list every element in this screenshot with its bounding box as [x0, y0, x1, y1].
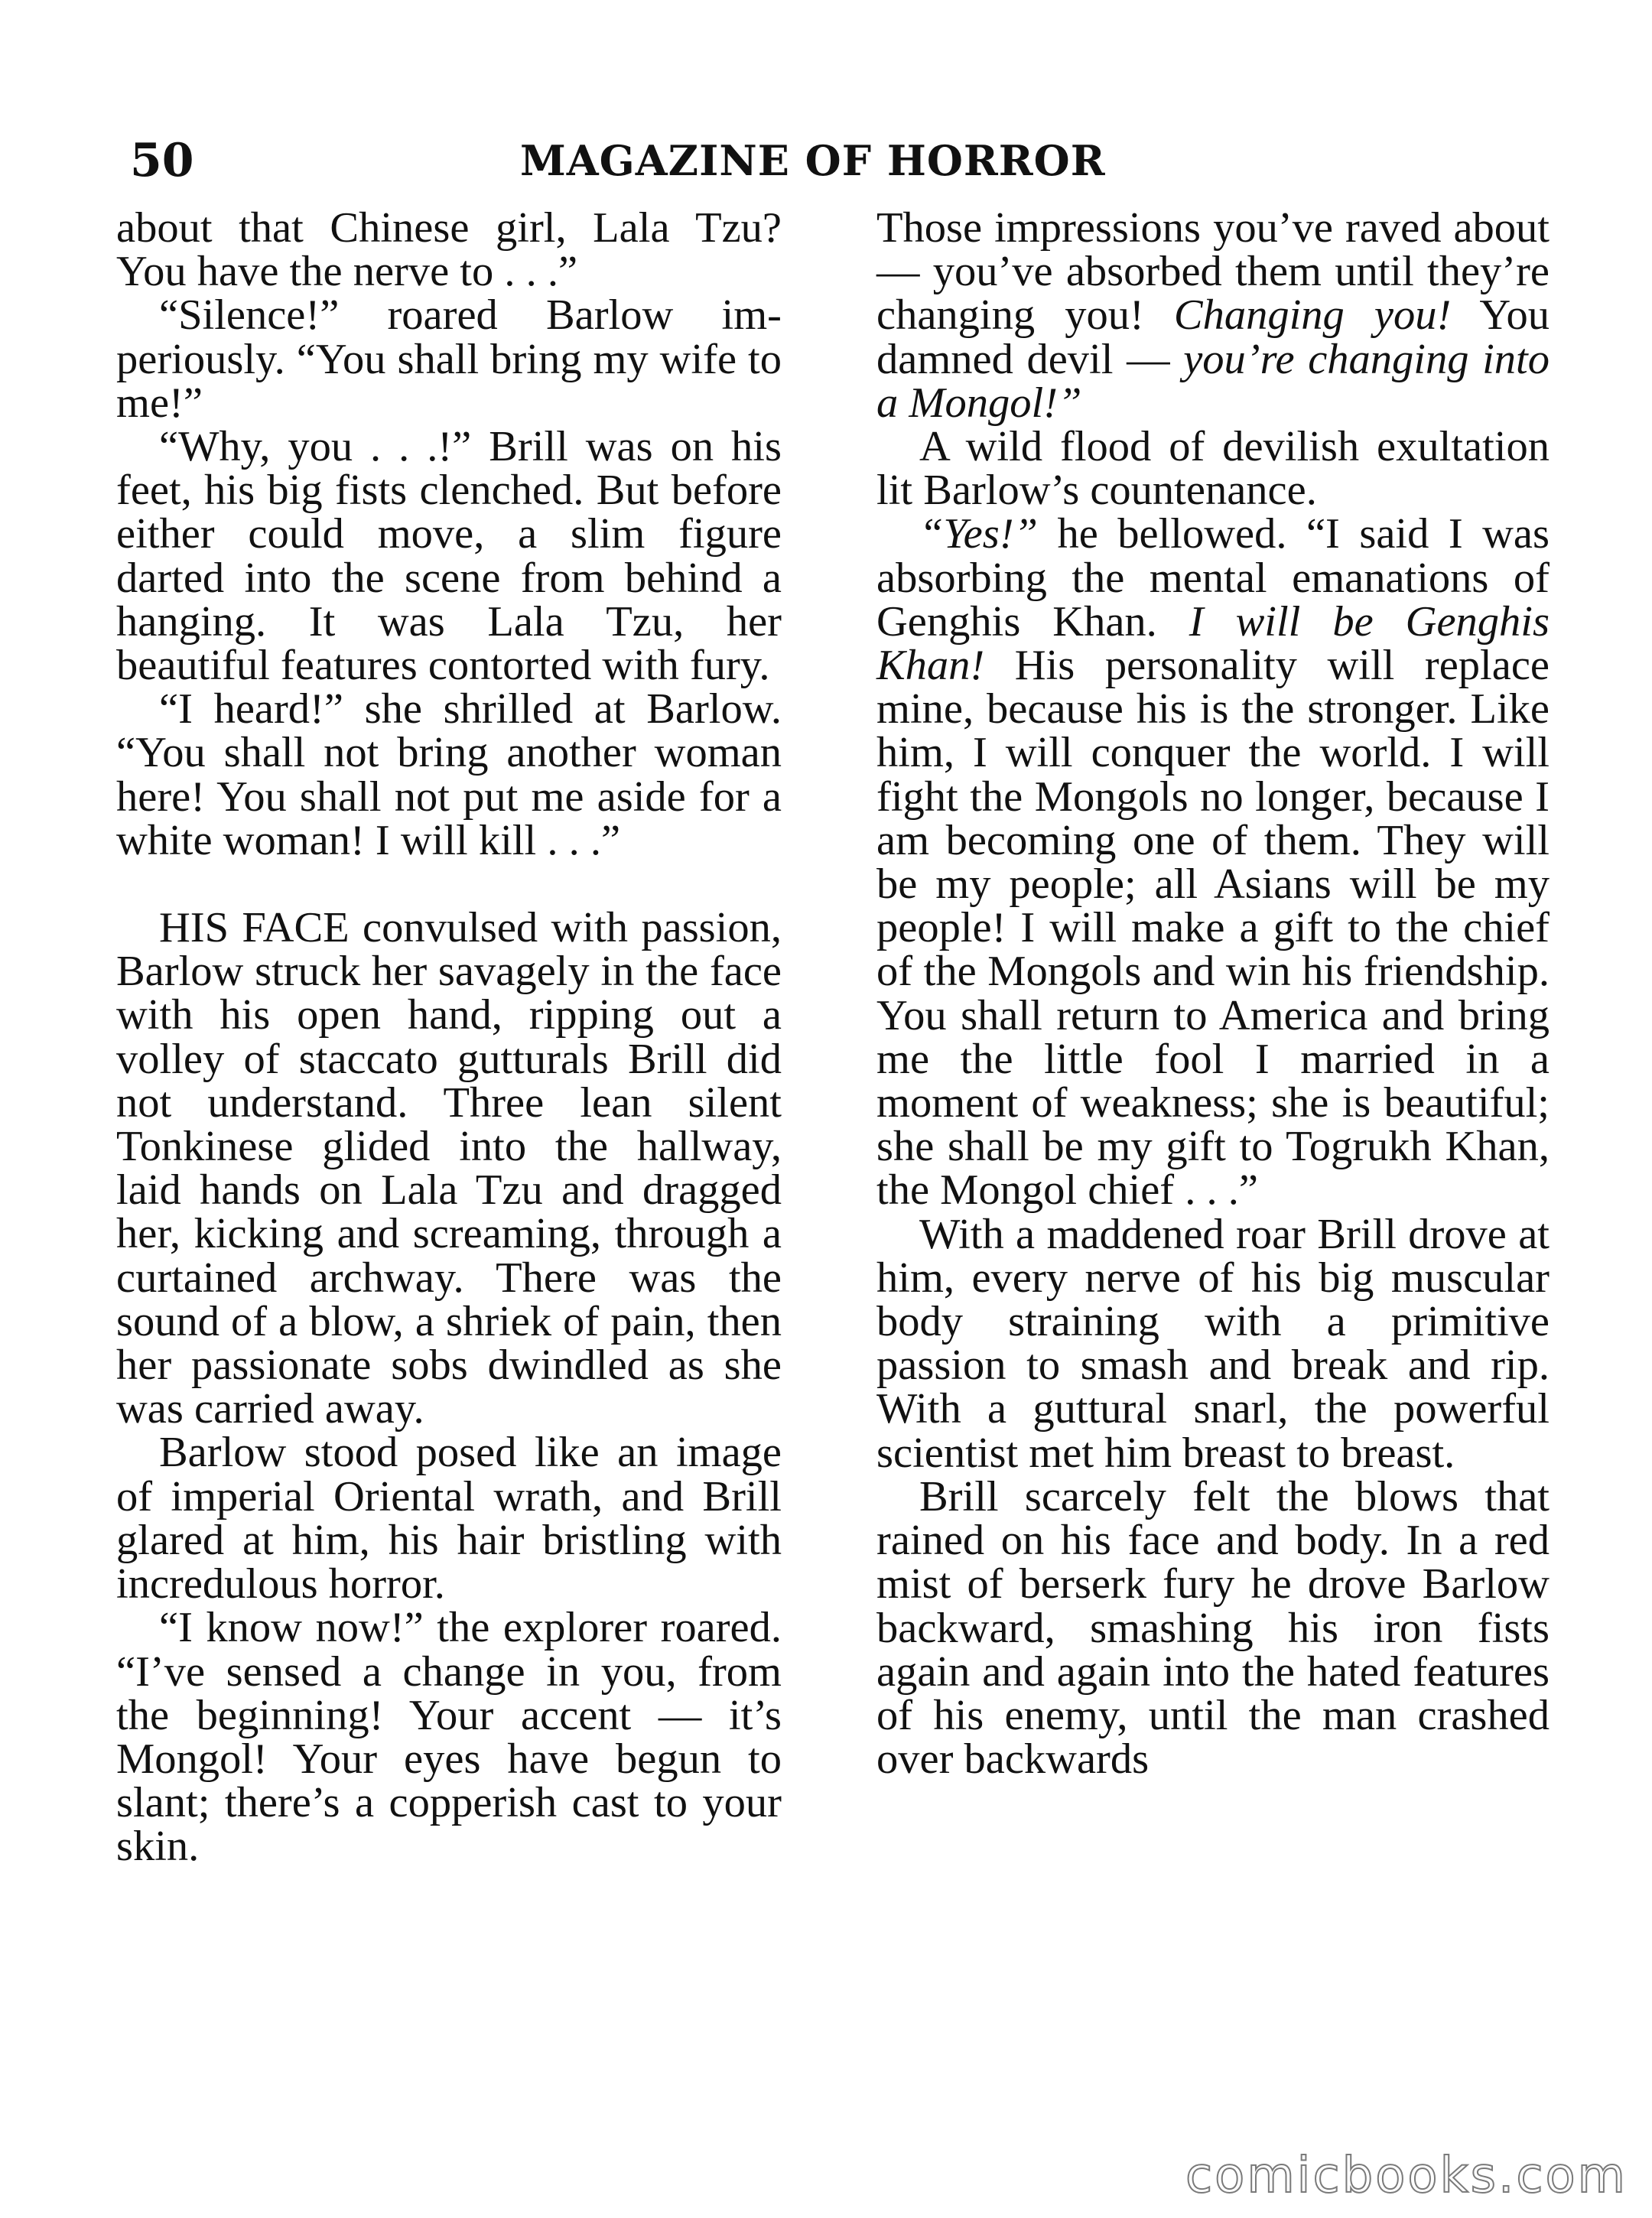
paragraph — [876, 204, 1550, 427]
italic-text: Changing you! — [1173, 291, 1452, 340]
running-title: MAGAZINE OF HORROR — [520, 136, 1106, 185]
right-column — [876, 204, 1550, 1784]
text-run: His personality will replace mine, because his is the stronger. Like him, I will conquer the world. I will fight the Mongols no longer, because I am becoming one of them. They will be my people; all Asians will be my people! I will make a gift to the chief of the Mongols and win his friendship. You shall return to America and bring me the little fool I married in a moment of weakness; she is beautiful; she shall be my gift to Togrukh Khan, the Mongol chief . . .” — [876, 642, 1550, 1215]
page-header — [130, 130, 1545, 191]
text-run: Those impressions you’ve raved about — you’ve absorbed them until they’re changing you! — [876, 204, 1550, 340]
paragraph: “I know now!” the explorer roared. “I’ve sensed a change in you, from the beginning! Your accent — it’s Mongol! Your eyes have begun to slant; there’s a copperish cast to your skin. — [116, 1604, 782, 1871]
watermark: comicbooks.com — [1185, 2148, 1628, 2204]
page-number: 50 — [130, 134, 194, 187]
paragraph: “Silence!” roared Barlow imperiously. “You shall bring my wife to me!” — [116, 291, 782, 427]
paragraph: A wild flood of devilish exultation lit Barlow’s countenance. — [876, 423, 1550, 515]
paragraph — [876, 510, 1550, 1215]
paragraph: “I heard!” she shrilled at Barlow. “You shall not bring another woman here! You shall not put me aside for a white woman! I will kill . . .” — [116, 685, 782, 864]
paragraph: Brill scarcely felt the blows that rained on his face and body. In a red mist of berserk fury he drove Barlow backward, smashing his iron fists again and again into the hated features of his enemy, until the man crashed over backwards — [876, 1472, 1550, 1784]
italic-text: “Yes!” — [919, 510, 1038, 558]
paragraph: With a maddened roar Brill drove at him, every nerve of his big muscular body straining with a primitive passion to smash and break and rip. With a guttural snarl, the powerful scientist met him breast to breast. — [876, 1210, 1550, 1477]
italic-text: you’re changing into a Mongol!” — [876, 335, 1550, 427]
left-column — [116, 204, 782, 1871]
text-run: he bellowed. “I said I was absorbing the mental emanations of Genghis Khan. — [876, 510, 1550, 646]
paragraph: HIS FACE convulsed with passion, Barlow struck her savagely in the face with his open hand, ripping out a volley of staccato gutturals Brill did not understand. Three lean silent Tonkinese glided into the hallway, laid hands on Lala Tzu and dragged her, kicking and screaming, through a curtained archway. There was the sound of a blow, a shriek of pain, then her passionate sobs dwindled as she was carried away. — [116, 904, 782, 1433]
text-run: You damned devil — — [876, 291, 1550, 383]
section-break — [116, 863, 782, 906]
paragraph: Barlow stood posed like an image of imperial Oriental wrath, and Brill glared at him, his hair bristling with incredulous horror. — [116, 1429, 782, 1608]
paragraph: about that Chinese girl, Lala Tzu? You have the nerve to . . .” — [116, 204, 782, 296]
paragraph: “Why, you . . .!” Brill was on his feet, his big fists clenched. But before either could move, a slim figure darted into the scene from behind a hanging. It was Lala Tzu, her beautiful features contorted with fury. — [116, 423, 782, 690]
italic-text: I will be Genghis Khan! — [876, 597, 1550, 690]
